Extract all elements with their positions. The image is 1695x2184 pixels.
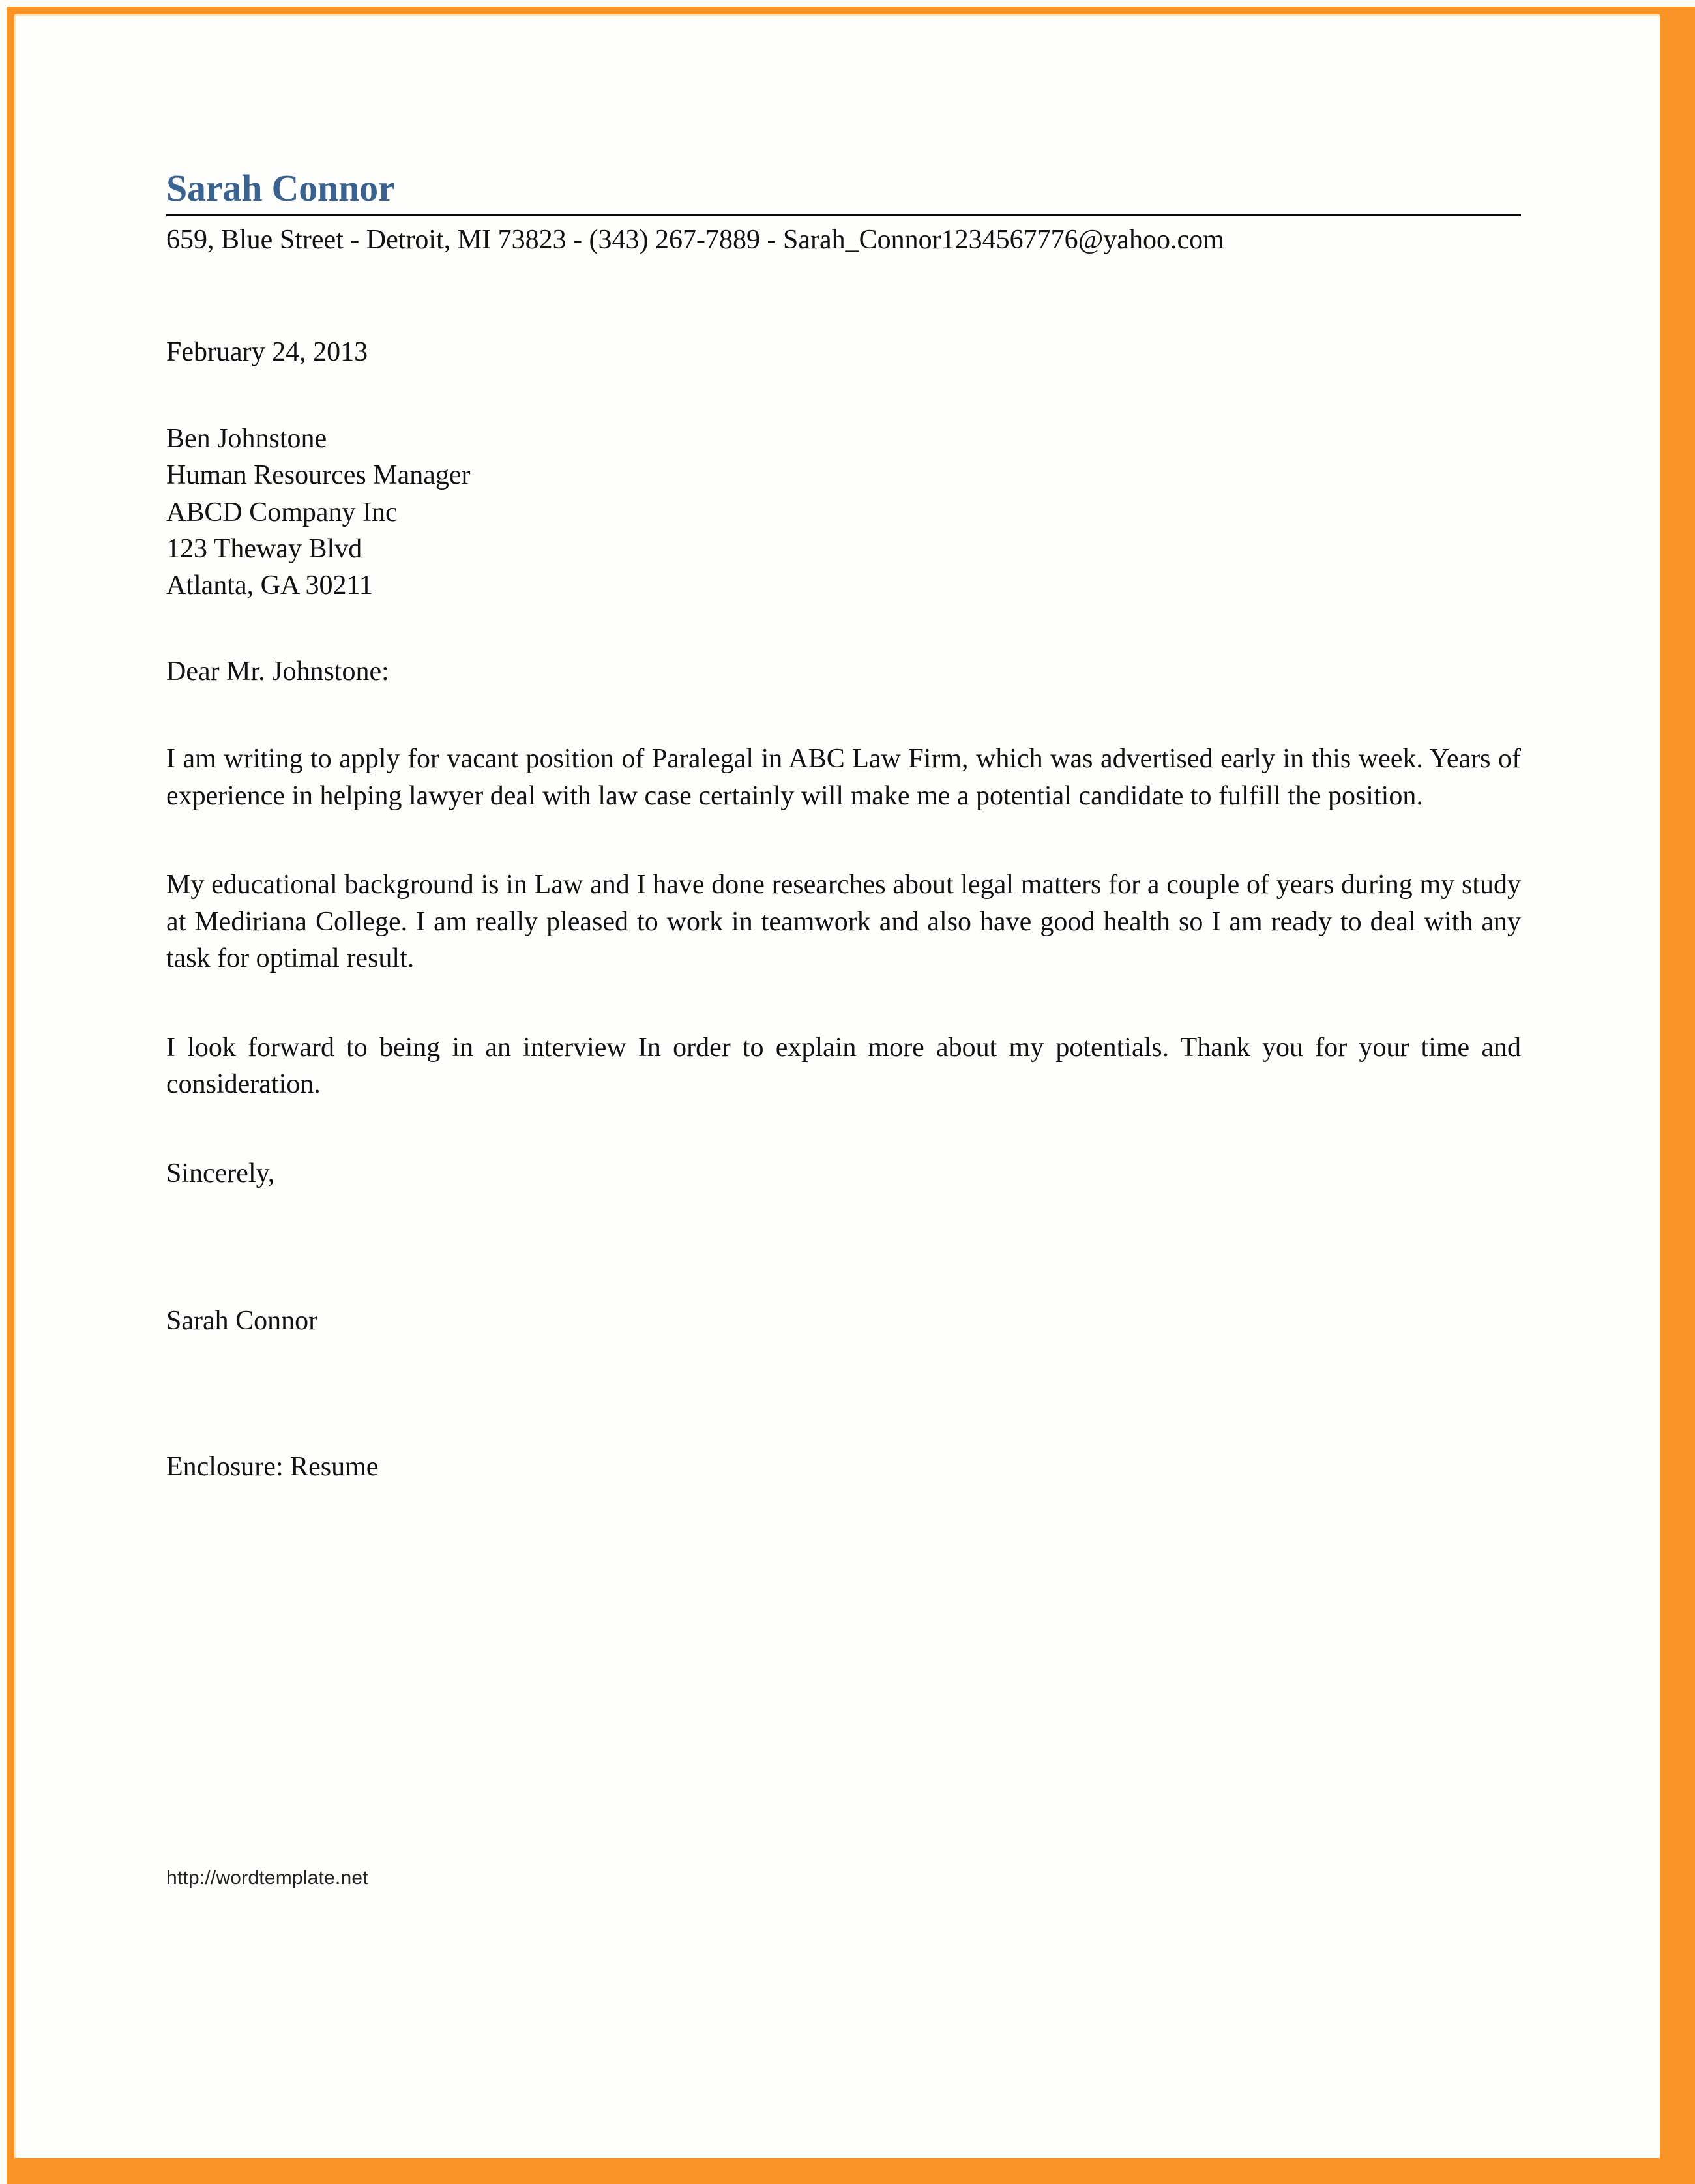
frame-outer-edge-left — [0, 0, 7, 2184]
sender-contact-line: 659, Blue Street - Detroit, MI 73823 - (343) 267-7889 - Sarah_Connor1234567776@yahoo.com — [166, 225, 1224, 255]
signature-name: Sarah Connor — [166, 1305, 318, 1336]
letter-paragraph-3: I look forward to being in an interview In order to explain more about my potentials. Thank you for your time and consideration. — [166, 1032, 1521, 1100]
recipient-company: ABCD Company Inc — [166, 497, 398, 527]
letter-date: February 24, 2013 — [166, 336, 368, 367]
letter-content — [166, 167, 1521, 1483]
letter-page — [14, 14, 1660, 2158]
salutation: Dear Mr. Johnstone: — [166, 657, 389, 687]
footer-source-url[interactable]: http://wordtemplate.net — [166, 1867, 368, 1889]
recipient-address-block — [166, 421, 1521, 604]
recipient-city-state-zip: Atlanta, GA 30211 — [166, 570, 373, 601]
letter-paragraph-2: My educational background is in Law and I have done researches about legal matters for a couple of years during my study at Mediriana College. I am really pleased to work in teamwork and also have good health so I am ready to deal with any task for optimal result. — [166, 870, 1521, 974]
letter-paragraph-1: I am writing to apply for vacant position of Paralegal in ABC Law Firm, which was advertised early in this week. Years of experience in helping lawyer deal with law case certainly will make me a potential candidate to fulfill the position. — [166, 744, 1521, 811]
recipient-name: Ben Johnstone — [166, 424, 327, 454]
letterhead-divider — [166, 214, 1521, 216]
frame-outer-edge-top — [0, 0, 1695, 7]
sender-name-heading: Sarah Connor — [166, 167, 395, 209]
recipient-street: 123 Theway Blvd — [166, 533, 362, 564]
enclosure-line: Enclosure: Resume — [166, 1451, 379, 1482]
recipient-title: Human Resources Manager — [166, 460, 471, 491]
closing-salutation: Sincerely, — [166, 1158, 275, 1188]
